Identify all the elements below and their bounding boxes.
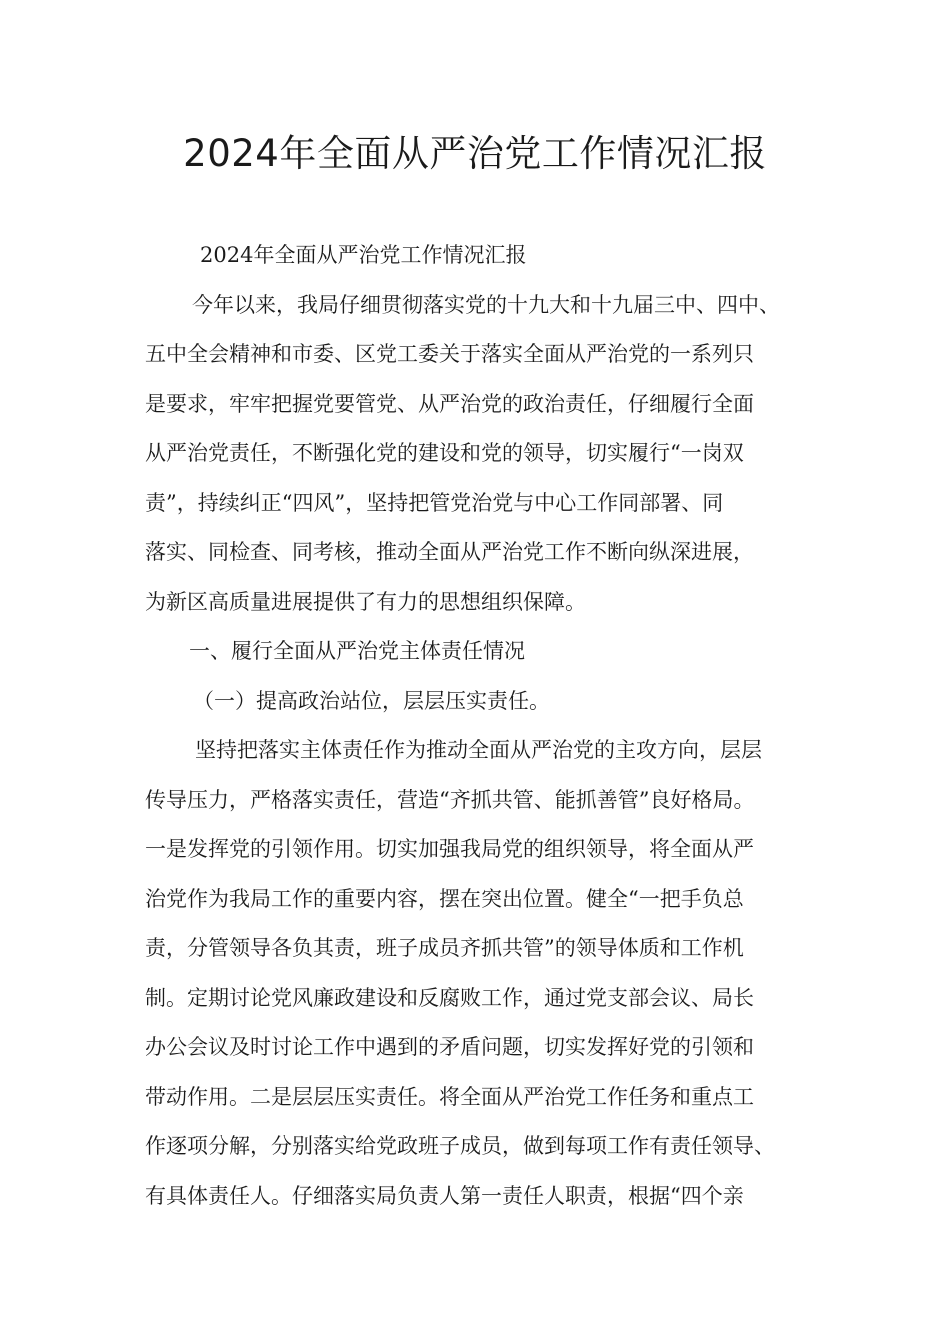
document-body: [145, 231, 825, 1221]
body-line: 作逐项分解，分别落实给党政班子成员，做到每项工作有责任领导、: [145, 1134, 775, 1158]
body-line: 落实、同检查、同考核，推动全面从严治党工作不断向纵深进展，: [145, 540, 754, 564]
body-line: 一是发挥党的引领作用。切实加强我局党的组织领导，将全面从严: [145, 837, 754, 861]
body-line: 从严治党责任，不断强化党的建设和党的领导，切实履行“一岗双: [145, 441, 744, 465]
body-line: 传导压力，严格落实责任，营造“齐抓共管、能抓善管”良好格局。: [145, 787, 755, 812]
body-line: 带动作用。二是层层压实责任。将全面从严治党工作任务和重点工: [145, 1084, 754, 1109]
document-title: 2024年全面从严治党工作情况汇报: [183, 132, 767, 175]
body-line: 今年以来，我局仔细贯彻落实党的十九大和十九届三中、四中、: [192, 292, 780, 317]
body-line: 制。定期讨论党风廉政建设和反腐败工作，通过党支部会议、局长: [145, 985, 754, 1010]
body-line: 责，分管领导各负其责，班子成员齐抓共管”的领导体质和工作机: [145, 936, 744, 960]
body-line: 五中全会精神和市委、区党工委关于落实全面从严治党的一系列只: [145, 342, 754, 366]
body-line: 坚持把落实主体责任作为推动全面从严治党的主攻方向，层层: [195, 738, 762, 762]
body-line: 为新区高质量进展提供了有力的思想组织保障。: [145, 589, 586, 614]
subsection-heading: （一）提高政治站位，层层压实责任。: [193, 688, 550, 713]
body-line: 有具体责任人。仔细落实局负责人第一责任人职责，根据“四个亲: [145, 1183, 744, 1208]
body-line: 治党作为我局工作的重要内容，摆在突出位置。健全“一把手负总: [145, 886, 744, 911]
body-subtitle-line: 2024年全面从严治党工作情况汇报: [200, 243, 527, 267]
body-line: 办公会议及时讨论工作中遇到的矛盾问题，切实发挥好党的引领和: [145, 1035, 754, 1059]
section-heading: 一、履行全面从严治党主体责任情况: [189, 639, 525, 663]
body-line: 是要求，牢牢把握党要管党、从严治党的政治责任，仔细履行全面: [145, 391, 754, 416]
body-line: 责”，持续纠正“四风”，坚持把管党治党与中心工作同部署、同: [145, 490, 724, 515]
